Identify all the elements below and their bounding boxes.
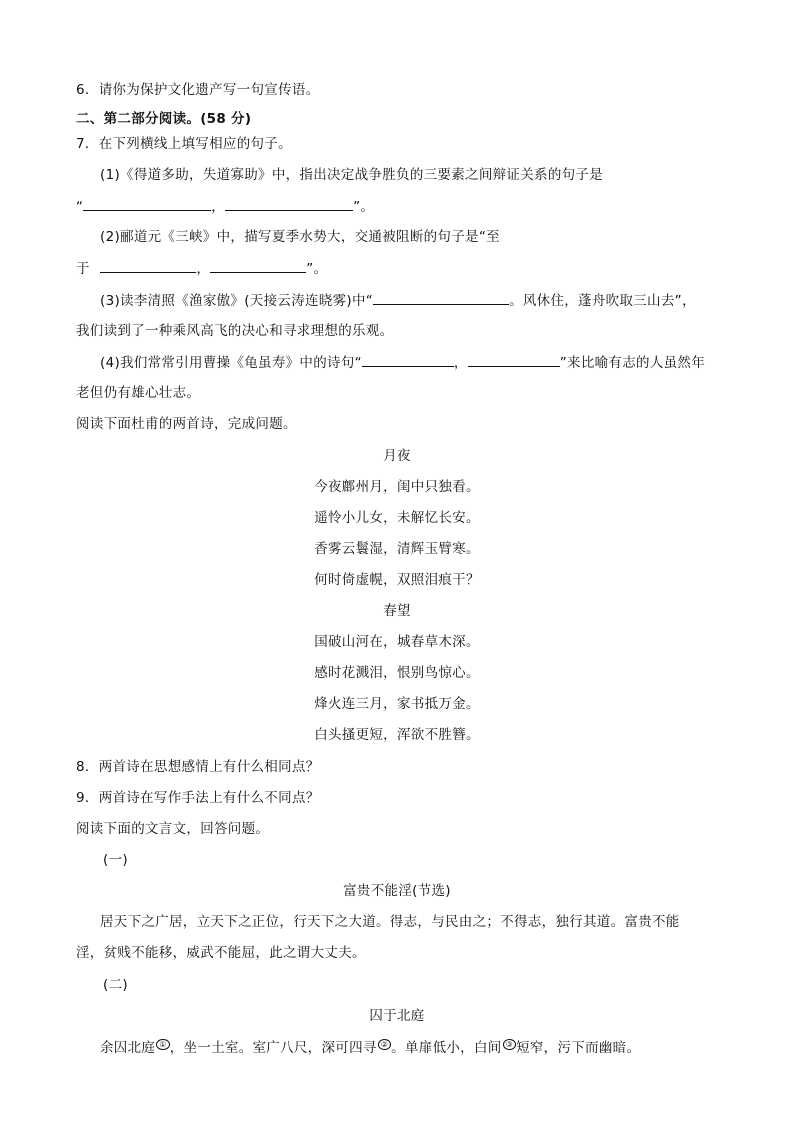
poem2-line: 感时花溅泪，恨别鸟惊心。 xyxy=(314,665,480,681)
answer-blank[interactable] xyxy=(362,353,454,367)
section-2-heading: 二、第二部分阅读。(58 分) xyxy=(76,111,252,127)
question-7-part1-line1: (1)《得道多助，失道寡助》中，指出决定战争胜负的三要素之间辩证关系的句子是 xyxy=(100,167,604,183)
footnote-marker: ② xyxy=(378,1039,391,1050)
poem2-line: 烽火连三月，家书抵万金。 xyxy=(314,696,480,712)
question-8: 8．两首诗在思想感情上有什么相同点？ xyxy=(76,759,320,775)
question-9: 9．两首诗在写作手法上有什么不同点？ xyxy=(76,790,320,806)
poem1-line: 今夜鄜州月，闺中只独看。 xyxy=(314,479,480,495)
answer-blank[interactable] xyxy=(210,259,306,273)
question-7-stem: 7．在下列横线上填写相应的句子。 xyxy=(76,136,292,152)
text2-title: 囚于北庭 xyxy=(369,1008,425,1024)
part-2-label: (二) xyxy=(103,977,128,993)
classical-instruction: 阅读下面的文言文，回答问题。 xyxy=(76,821,270,837)
poem2-title: 春望 xyxy=(383,603,411,619)
answer-blank[interactable] xyxy=(83,197,211,211)
answer-blank[interactable] xyxy=(468,353,560,367)
part-1-label: (一) xyxy=(103,852,128,868)
answer-blank[interactable] xyxy=(373,291,509,305)
poem1-title: 月夜 xyxy=(383,448,411,464)
text2-paragraph-line1: 余囚北庭 ① ，坐一土室。室广八尺，深可四寻 ② 。单扉低小，白间 ③ 短窄，污下而幽暗。 xyxy=(100,1039,641,1056)
poem1-line: 何时倚虚幌，双照泪痕干？ xyxy=(314,572,480,588)
poem2-line: 白头搔更短，浑欲不胜簪。 xyxy=(314,727,480,743)
poems-instruction: 阅读下面杜甫的两首诗，完成问题。 xyxy=(76,416,297,432)
question-7-part2-line2: 于 ， ”。 xyxy=(76,261,328,277)
question-7-part3-line2: 我们读到了一种乘风高飞的决心和寻求理想的乐观。 xyxy=(76,323,394,339)
question-7-part4-line1: (4)我们常常引用曹操《龟虽寿》中的诗句“ ， ”来比喻有志的人虽然年 xyxy=(100,355,706,371)
poem1-line: 遥怜小儿女，未解忆长安。 xyxy=(314,510,480,526)
question-7-part3-line1: (3)读李清照《渔家傲》(天接云涛连晓雾)中“ 。风休住，蓬舟吹取三山去”， xyxy=(100,293,696,309)
question-7-part4-line2: 老但仍有雄心壮志。 xyxy=(76,385,201,401)
answer-blank[interactable] xyxy=(225,197,353,211)
footnote-marker: ③ xyxy=(503,1039,516,1050)
poem1-line: 香雾云鬟湿，清辉玉臂寒。 xyxy=(314,541,480,557)
question-7-part1-line2: “ ， ”。 xyxy=(76,199,375,215)
answer-blank[interactable] xyxy=(100,259,196,273)
question-7-part2-line1: (2)郦道元《三峡》中，描写夏季水势大，交通被阻断的句子是“至 xyxy=(100,229,500,245)
text1-title: 富贵不能淫(节选) xyxy=(343,883,451,899)
footnote-marker: ① xyxy=(156,1039,169,1050)
poem2-line: 国破山河在，城春草木深。 xyxy=(314,634,480,650)
question-6: 6．请你为保护文化遗产写一句宣传语。 xyxy=(76,82,320,98)
text1-paragraph-line1: 居天下之广居，立天下之正位，行天下之大道。得志，与民由之；不得志，独行其道。富贵不能 xyxy=(100,914,680,930)
text1-paragraph-line2: 淫，贫贱不能移，威武不能屈，此之谓大丈夫。 xyxy=(76,945,366,961)
